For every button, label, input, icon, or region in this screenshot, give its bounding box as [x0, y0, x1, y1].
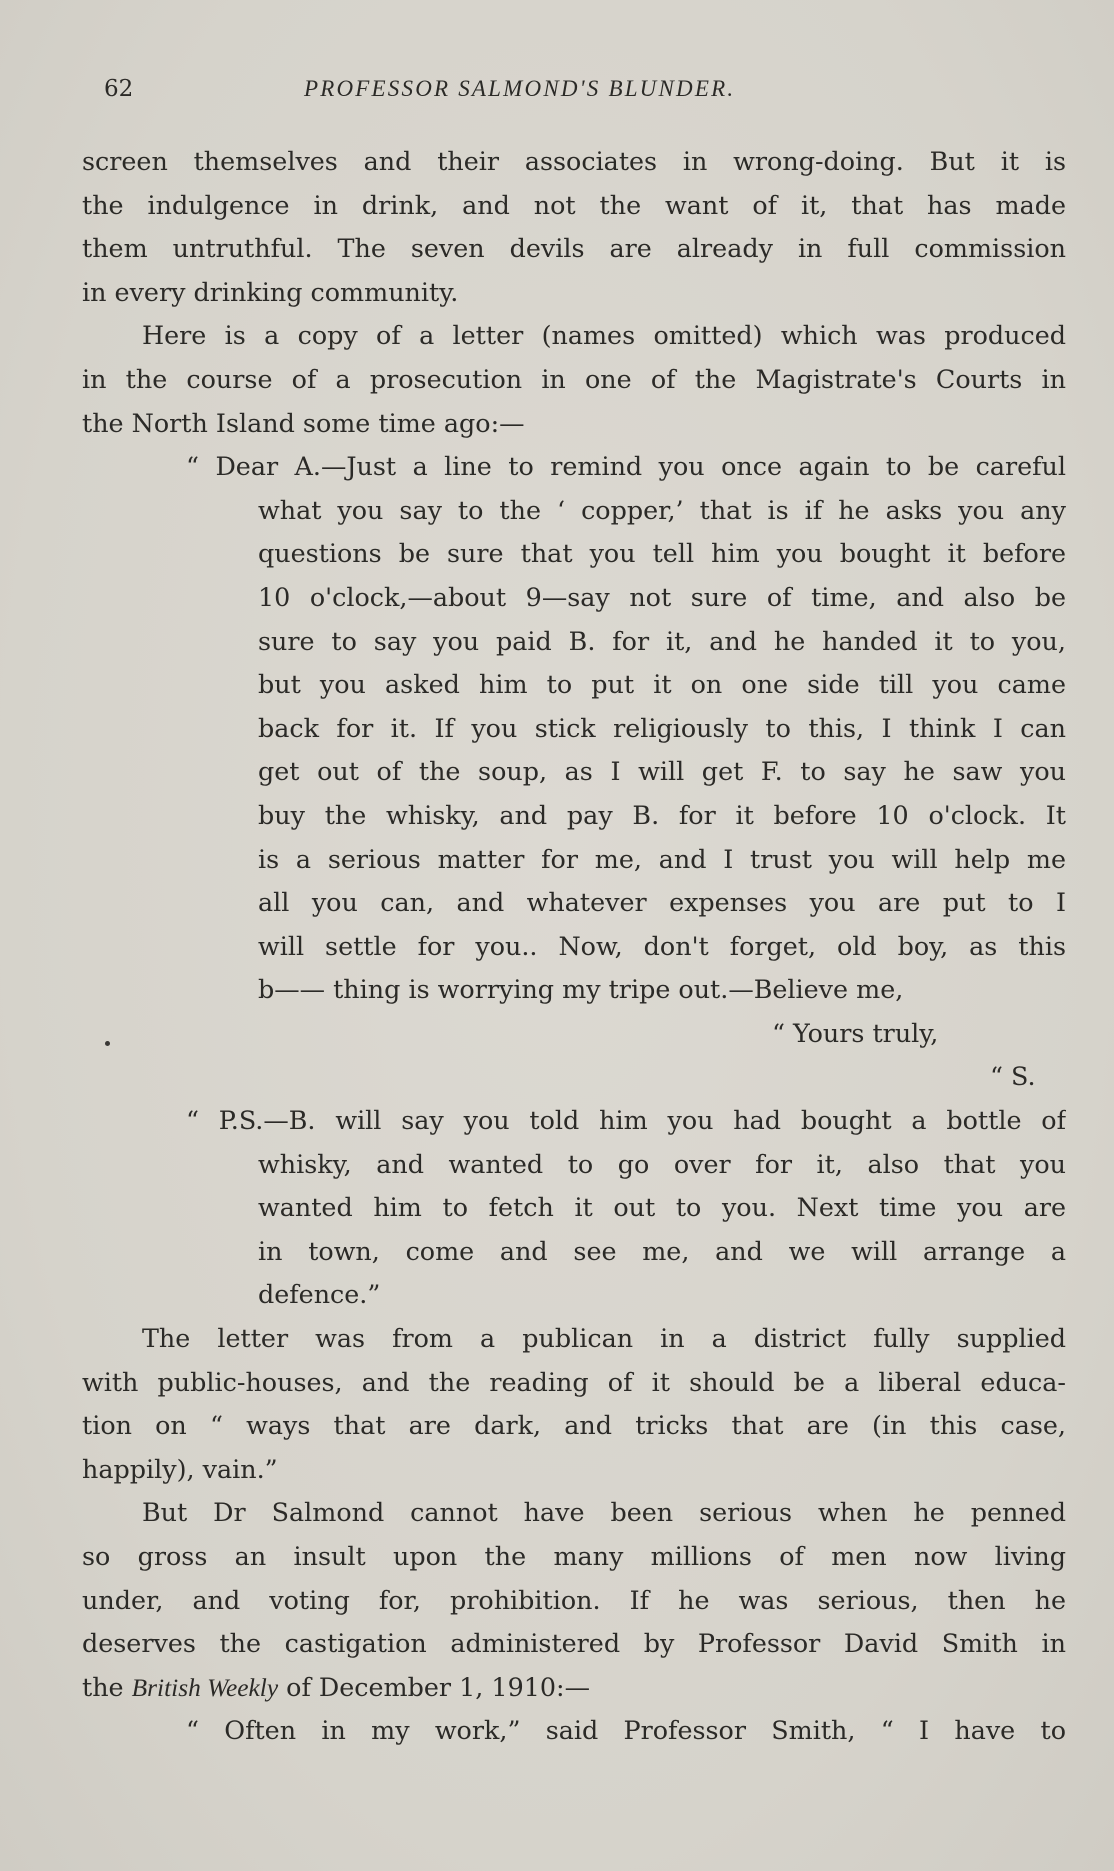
letter-line: b—— thing is worrying my tripe out.—Believe me, [258, 974, 904, 1005]
text-line: Here is a copy of a letter (names omitted) which was produced [142, 320, 1066, 351]
text-line: tion on “ ways that are dark, and tricks that are (in this case, [82, 1410, 1066, 1441]
text-line: so gross an insult upon the many millions of men now living [82, 1541, 1066, 1571]
ink-speck [105, 1041, 110, 1046]
text-line: “ Often in my work,” said Professor Smith, “ I have to [186, 1715, 1066, 1746]
text-line: the North Island some time ago:— [82, 407, 525, 438]
text-line: But Dr Salmond cannot have been serious when he penned [142, 1497, 1066, 1528]
postscript-line: “ P.S.—B. will say you told him you had bought a bottle of [186, 1105, 1066, 1136]
text-line: with public-houses, and the reading of it should be a liberal educa- [82, 1366, 1066, 1397]
text-line: screen themselves and their associates in wrong-doing. But it is [82, 146, 1066, 176]
text-line: the indulgence in drink, and not the want of it, that has made [82, 189, 1066, 220]
text-fragment: of December 1, 1910:— [278, 1671, 590, 1702]
text-line: deserves the castigation administered by Professor David Smith in [82, 1628, 1066, 1659]
letter-signature: “ S. [990, 1061, 1036, 1092]
page-header [104, 76, 1004, 110]
letter-line: 10 o'clock,—about 9—say not sure of time, and also be [258, 581, 1066, 612]
text-fragment: the [82, 1671, 132, 1702]
postscript-line: whisky, and wanted to go over for it, also that you [258, 1148, 1066, 1179]
text-line: The letter was from a publican in a district fully supplied [142, 1323, 1066, 1354]
letter-line: “ Dear A.—Just a line to remind you once again to be careful [186, 451, 1066, 482]
text-line: them untruthful. The seven devils are already in full commission [82, 233, 1066, 264]
letter-line: buy the whisky, and pay B. for it before 10 o'clock. It [258, 799, 1066, 830]
letter-line: sure to say you paid B. for it, and he handed it to you, [258, 625, 1066, 656]
body-text [82, 140, 1066, 1753]
postscript-line: in town, come and see me, and we will arrange a [258, 1235, 1066, 1266]
letter-signoff: “ Yours truly, [772, 1017, 939, 1048]
postscript-line: wanted him to fetch it out to you. Next time you are [258, 1192, 1066, 1223]
page-number: 62 [104, 76, 134, 102]
letter-line: questions be sure that you tell him you bought it before [258, 538, 1066, 569]
letter-line: what you say to the ‘ copper,’ that is if he asks you any [258, 494, 1066, 525]
publication-title: British Weekly [131, 1673, 279, 1702]
text-line: in the course of a prosecution in one of the Magistrate's Courts in [82, 363, 1066, 394]
letter-line: back for it. If you stick religiously to this, I think I can [258, 712, 1066, 743]
text-line: under, and voting for, prohibition. If he was serious, then he [82, 1584, 1066, 1615]
text-line: happily), vain.” [82, 1453, 278, 1484]
running-head: PROFESSOR SALMOND'S BLUNDER. [304, 76, 736, 101]
letter-line: all you can, and whatever expenses you are put to I [258, 887, 1066, 918]
letter-line: get out of the soup, as I will get F. to say he saw you [258, 756, 1066, 787]
text-line: in every drinking community. [82, 276, 459, 307]
text-line [82, 1666, 1066, 1710]
postscript-line: defence.” [258, 1279, 381, 1310]
letter-line: but you asked him to put it on one side till you came [258, 669, 1066, 700]
letter-line: will settle for you.. Now, don't forget, old boy, as this [258, 930, 1066, 961]
letter-line: is a serious matter for me, and I trust you will help me [258, 843, 1066, 874]
